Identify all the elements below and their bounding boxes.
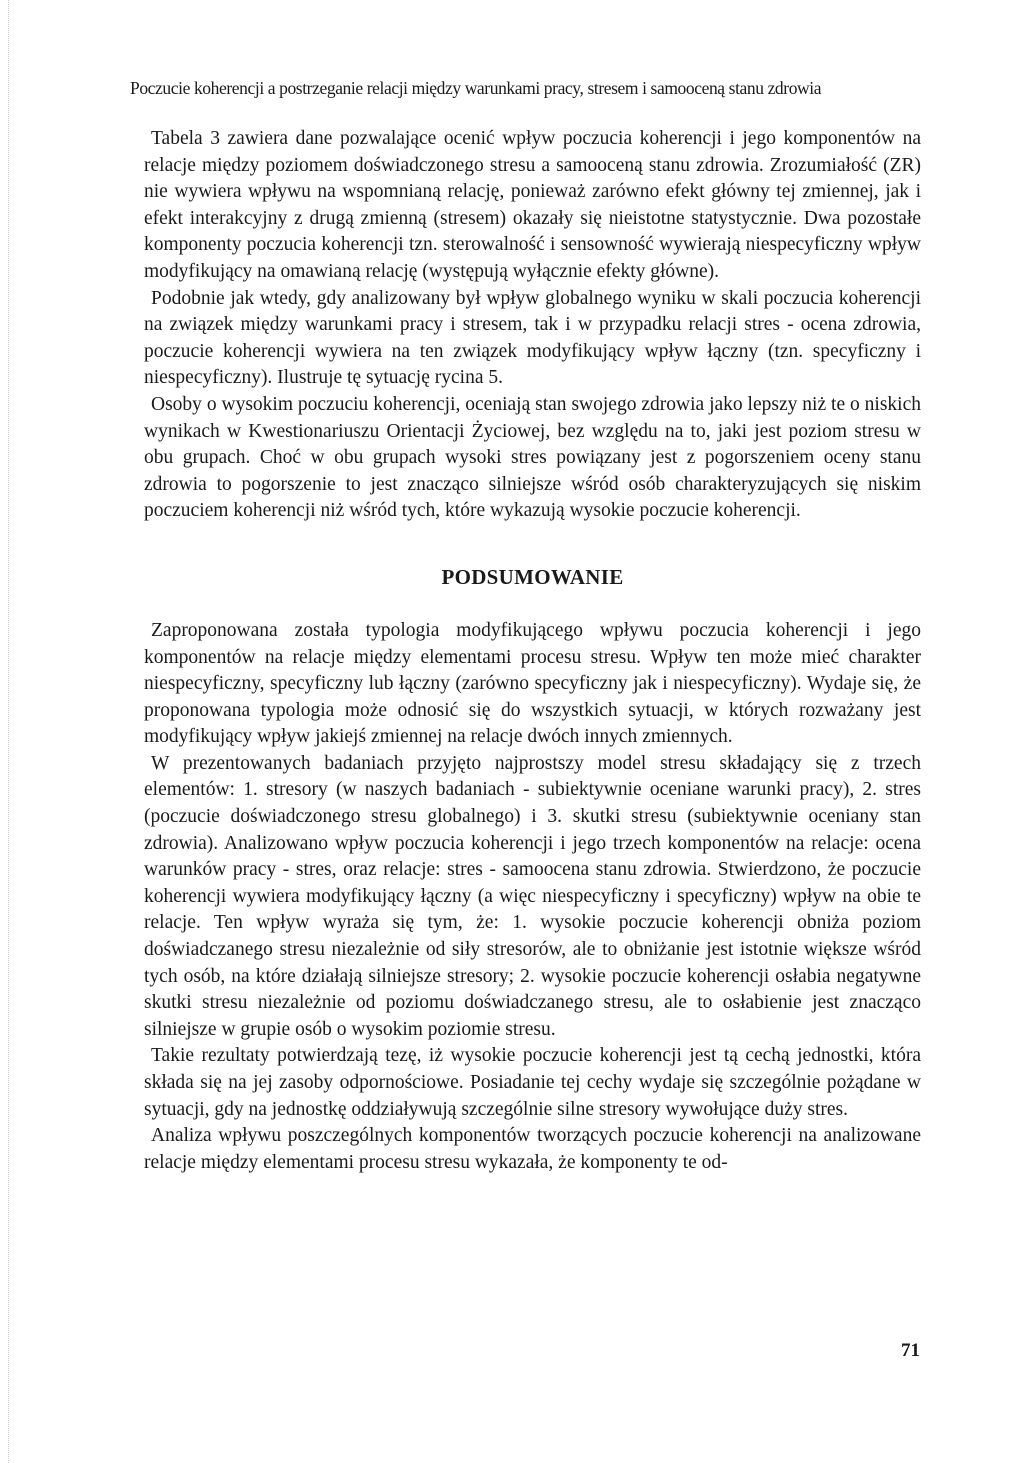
paragraph-components-analysis: Analiza wpływu poszczególnych komponentów tworzących poczucie koherencji na analizowane relacje między elementami procesu stresu wykazała, że komponenty te od- bbox=[144, 1125, 921, 1173]
paragraph-stress-model: W prezentowanych badaniach przyjęto najprostszy model stresu składający się z trzech elementów: 1. stresory (w naszych badaniach - subiektywnie oceniane warunki pracy), 2. stres (poczucie doświadczonego stresu globalnego) i 3. skutki stresu (subiektywnie oceniany stan zdrowia). Analizowano wpływ poczucia koherencji i jego trzech komponentów na relacje: ocena warunków pracy - stres, oraz relacje: stres - samoocena stanu zdrowia. Stwierdzono, że poczucie koherencji wywiera modyfikujący łączny (a więc niespecyficzny i specyficzny) wpływ na obie te relacje. Ten wpływ wyraża się tym, że: 1. wysokie poczucie koherencji obniża poziom doświadczanego stresu niezależnie od siły stresorów, ale to obniżanie jest istotnie większe wśród tych osób, na które działają silniejsze stresory; 2. wysokie poczucie koherencji osłabia negatywne skutki stresu niezależnie od poziomu doświadczanego stresu, ale to osłabienie jest znacząco silniejsze w grupie osób o wysokim poziomie stresu. bbox=[144, 752, 921, 1040]
scan-margin-rule bbox=[8, 0, 9, 1463]
page-number: 71 bbox=[901, 1340, 920, 1361]
paragraph-high-coherence-health: Osoby o wysokim poczuciu koherencji, oceniają stan swojego zdrowia jako lepszy niż te o niskich wynikach w Kwestionariuszu Orientacji Życiowej, bez względu na to, jaki jest poziom stresu w obu grupach. Choć w obu grupach wysoki stres powiązany jest z pogorszeniem oceny stanu zdrowia to pogorszenie to jest znacząco silniejsze wśród osób charakteryzujących się niskim poczuciem koherencji niż wśród tych, które wykazują wysokie poczucie koherencji. bbox=[144, 393, 921, 522]
paragraph-typology: Zaproponowana została typologia modyfikującego wpływu poczucia koherencji i jego komponentów na relacje między elementami procesu stresu. Wpływ ten może mieć charakter niespecyficzny, specyficzny lub łączny (zarówno specyficzny jak i niespecyficzny). Wydaje się, że proponowana typologia może odnosić się do wszystkich sytuacji, w których rozważany jest modyfikujący wpływ jakiejś zmiennej na relacje dwóch innych zmiennych. bbox=[144, 619, 921, 748]
paragraph-table3-summary: Tabela 3 zawiera dane pozwalające ocenić wpływ poczucia koherencji i jego komponentów na relacje między poziomem doświadczonego stresu a samooceną stanu zdrowia. Zrozumiałość (ZR) nie wywiera wpływu na wspomnianą relację, ponieważ zarówno efekt główny tej zmiennej, jak i efekt interakcyjny z drugą zmienną (stresem) okazały się nieistotne statystycznie. Dwa pozostałe komponenty poczucia koherencji tzn. sterowalność i sensowność wywierają niespecyficzny wpływ modyfikujący na omawianą relację (występują wyłącznie efekty główne). bbox=[144, 128, 921, 282]
paragraph-global-coherence: Podobnie jak wtedy, gdy analizowany był wpływ globalnego wyniku w skali poczucia koherencji na związek między warunkami pracy i stresem, tak i w przypadku relacji stres - ocena zdrowia, poczucie koherencji wywiera na ten związek modyfikujący wpływ łączny (tzn. specyficzny i niespecyficzny). Ilustruje tę sytuację rycina 5. bbox=[144, 287, 921, 389]
page-body bbox=[144, 126, 921, 1176]
paragraph-results-thesis: Takie rezultaty potwierdzają tezę, iż wysokie poczucie koherencji jest tą cechą jednostki, która składa się na jej zasoby odpornościowe. Posiadanie tej cechy wydaje się szczególnie pożądane w sytuacji, gdy na jednostkę oddziaływują szczególnie silne stresory wywołujące duży stres. bbox=[144, 1045, 921, 1120]
section-heading-summary: PODSUMOWANIE bbox=[441, 564, 624, 589]
running-header: Poczucie koherencji a postrzeganie relacji między warunkami pracy, stresem i samooceną stanu zdrowia bbox=[130, 78, 822, 98]
